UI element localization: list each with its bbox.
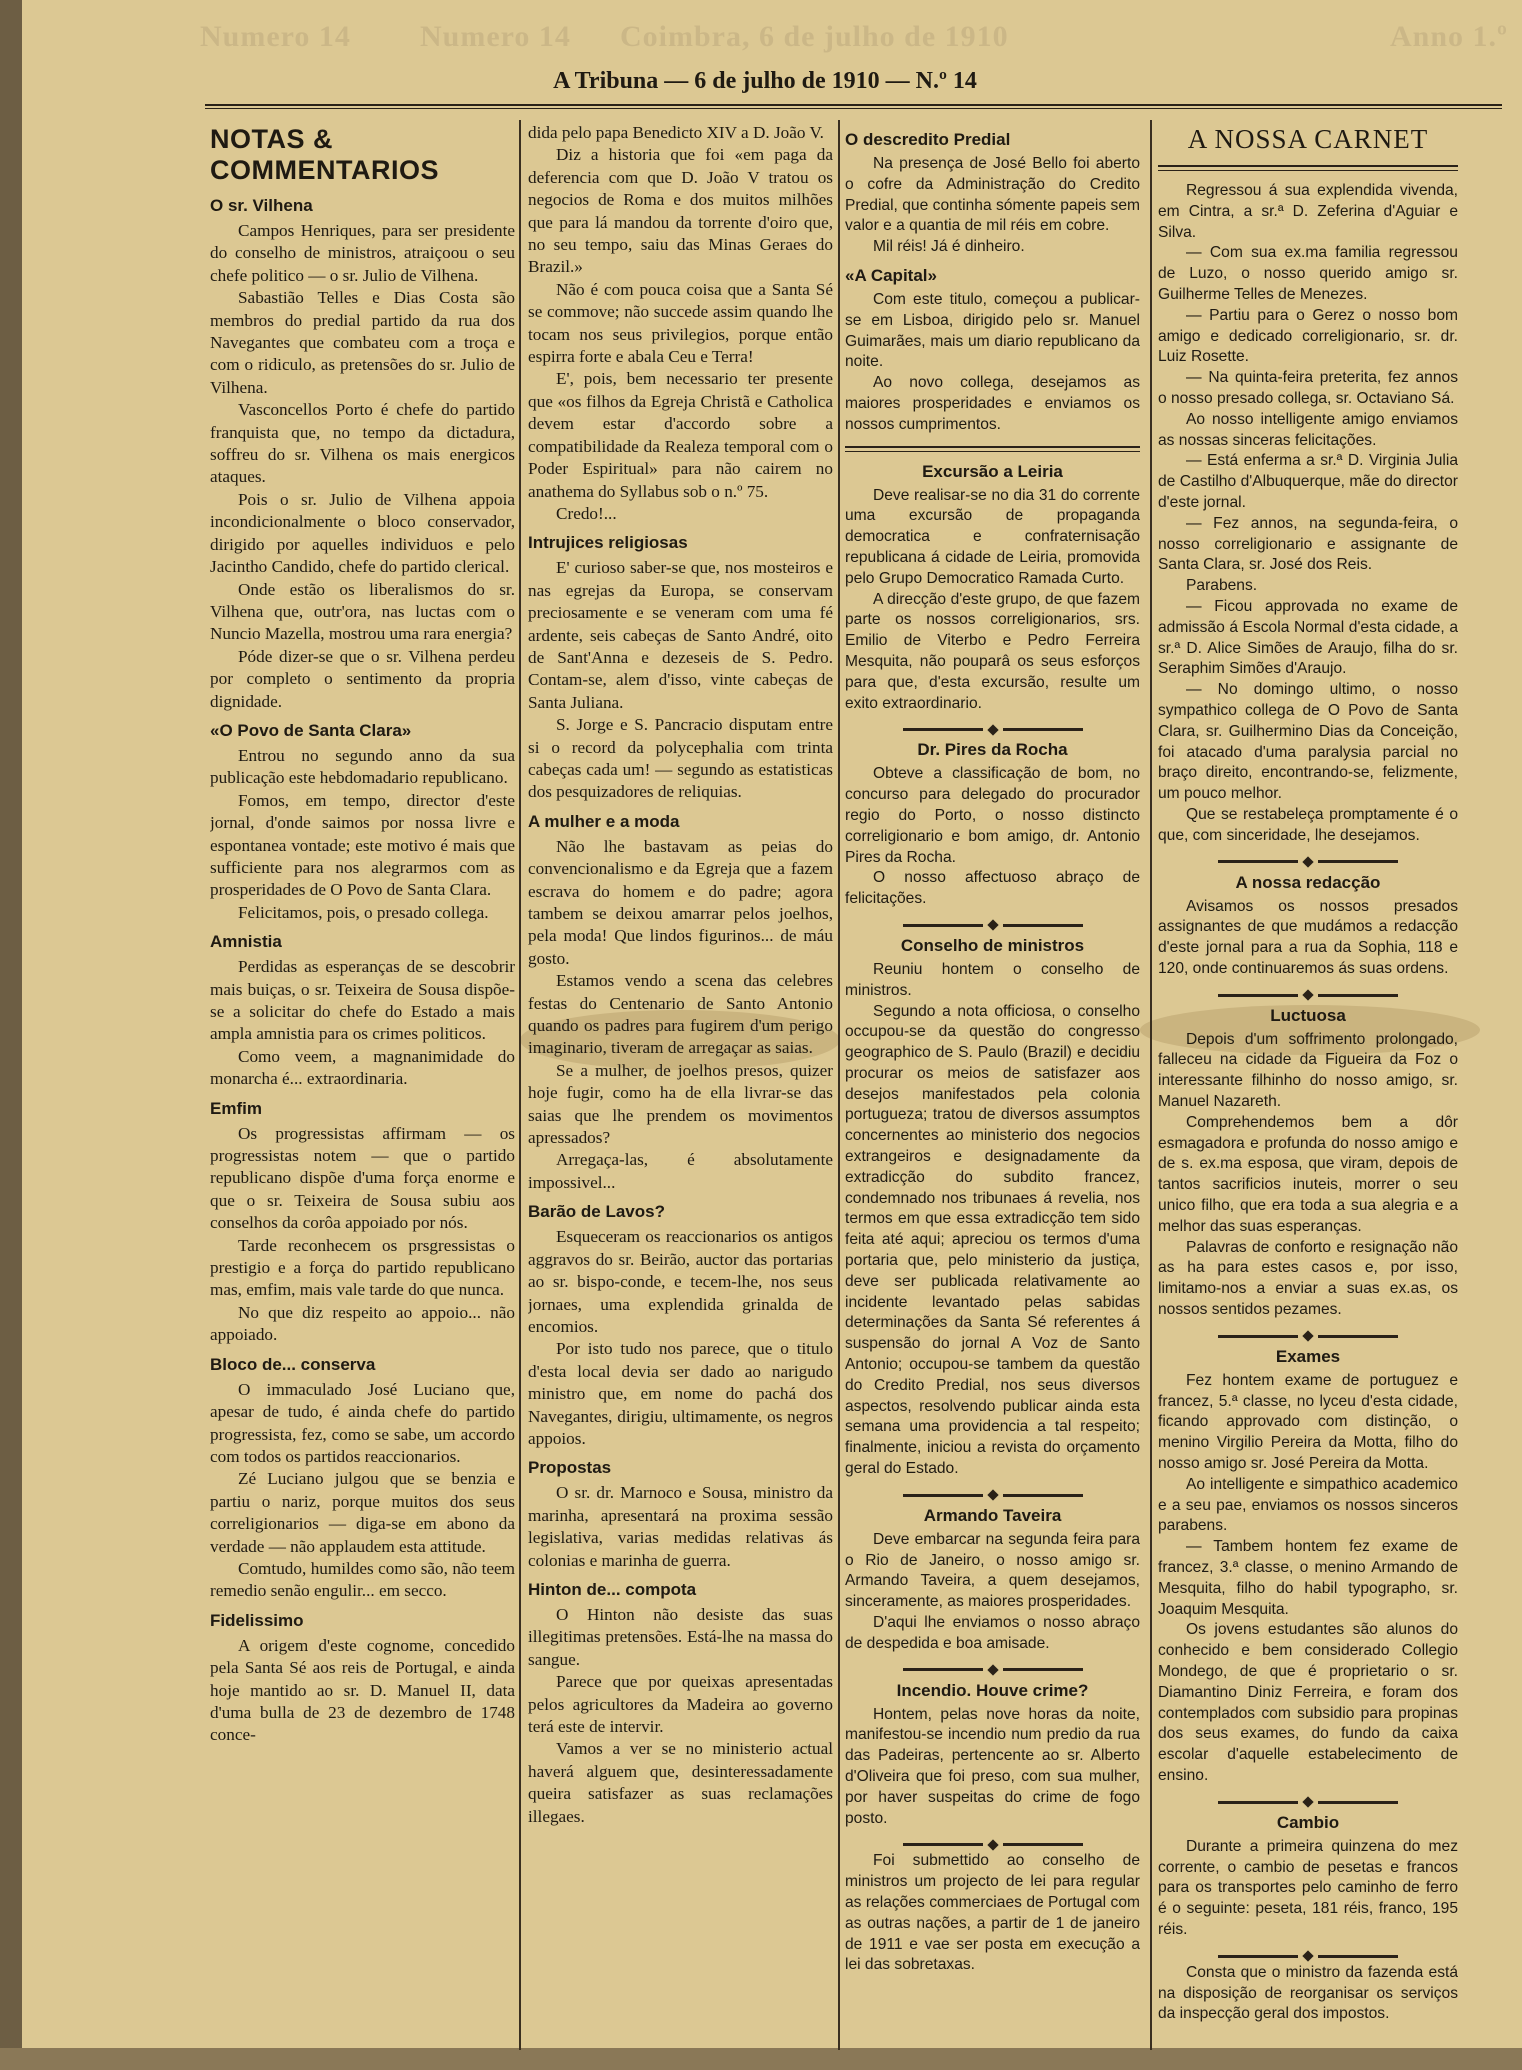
paragraph: Pois o sr. Julio de Vilhena appoia incondicionalmente o bloco conservador, dirigido por aquelles individuos e pelo Jacintho Candido, chefe do partido clerical. [210, 489, 515, 577]
paragraph: Felicitamos, pois, o presado collega. [238, 902, 489, 922]
paragraph: E', pois, bem necessario ter presente que «os filhos da Egreja Christã e Catholica devem estar d'accordo sobre a compatibilidade da Realeza temporal com o Poder Espiritual» para não cairem no anathema do Syllabus sob o n.º 75. [528, 369, 833, 501]
column-divider [1150, 120, 1152, 2050]
paragraph: E' curioso saber-se que, nos mosteiros e nas egrejas da Europa, se conservam preciosamente e se veneram com uma fé ardente, seis cabeças de Santo André, oito de Sant'Anna e dezeseis de S. Pedro. Contam-se, alem d'isso, vinte cabeças de Santa Juliana. [528, 558, 833, 712]
column-title: NOTAS & COMMENTARIOS [210, 124, 439, 185]
paragraph: No que diz respeito ao appoio... não appoiado. [210, 1302, 515, 1345]
paragraph: Ao nosso intelligente amigo enviamos as nossas sinceras felicitações. [1158, 410, 1458, 449]
bleed-through-text: Numero 14 [200, 20, 351, 53]
paragraph: — Ficou approvada no exame de admissão á Escola Normal d'esta cidade, a sr.ª D. Alice Simões de Araujo, filha do sr. Seraphim Simões d'Araujo. [1158, 597, 1458, 678]
section-heading: Luctuosa [1270, 1005, 1346, 1025]
paragraph: O immaculado José Luciano que, apesar de tudo, é ainda chefe do partido progressista, fez, como se sabe, um accordo com todos os partidos reaccionarios. [210, 1379, 515, 1466]
running-header [30, 62, 1500, 104]
column-divider [838, 120, 840, 2050]
paragraph: O nosso affectuoso abraço de felicitações. [845, 869, 1140, 908]
section-heading: Intrujices religiosas [528, 533, 688, 553]
ornament-divider [845, 1835, 1140, 1847]
section-heading: Bloco de... conserva [210, 1354, 376, 1374]
paragraph: Tarde reconhecem os prsgressistas o prestigio e a força do partido republicano mas, emfim, mais vale tarde do que nunca. [210, 1235, 515, 1300]
section-heading: Conselho de ministros [900, 935, 1085, 955]
paragraph: Por isto tudo nos parece, que o titulo d'esta local devia ser dado ao narigudo ministro que, em nome do pachá dos Navegantes, dirigiu, ultimamente, os negros appoios. [528, 1339, 833, 1448]
paragraph: Zé Luciano julgou que se benzia e partiu o nariz, porque muitos dos seus correligionarios — diga-se em abono da verdade — não applaudem esta attitude. [210, 1469, 515, 1556]
paragraph: D'aqui lhe enviamos o nosso abraço de despedida e boa amisade. [845, 1614, 1140, 1652]
section-heading: Dr. Pires da Rocha [917, 740, 1068, 760]
paragraph: Deve realisar-se no dia 31 do corrente uma excursão de propaganda democratica e confraternisação republicana á cidade de Leiria, promovida pelo Grupo Democratico Ramada Curto. [845, 486, 1140, 587]
section-heading: Armando Taveira [923, 1505, 1062, 1525]
column-1 [210, 122, 515, 2052]
paragraph: Estamos vendo a scena das celebres festas do Centenario de Santo Antonio quando os padres para fugirem d'um perigo imaginario, tiveram de arregaçar as saias. [528, 971, 833, 1058]
title-rule [1158, 165, 1458, 171]
paragraph: Se a mulher, de joelhos presos, quizer hoje fugir, como ha de ella livrar-se das saias que lhe prendem os movimentos apressados? [528, 1060, 833, 1148]
bleed-through-text: Numero 14 [420, 20, 571, 53]
section-heading: Incendio. Houve crime? [896, 1680, 1089, 1700]
paragraph: Parabens. [1186, 577, 1258, 595]
paragraph: Foi submettido ao conselho de ministros um projecto de lei para regular as relações commerciaes de Portugal com as outras nações, a partir de 1 de janeiro de 1911 e vae ser posta em execução a lei das sobretaxas. [845, 1852, 1140, 1974]
paragraph: dida pelo papa Benedicto XIV a D. João V. [528, 123, 824, 142]
ornament-divider [1158, 1327, 1458, 1339]
section-heading: Hinton de... compota [528, 1579, 697, 1599]
paragraph: Deve embarcar na segunda feira para o Rio de Janeiro, o nosso amigo sr. Armando Taveira, a quem desejamos, sinceramente, as maiores prosperidades. [845, 1530, 1140, 1611]
section-heading: Cambio [1276, 1812, 1340, 1832]
paragraph: Comprehendemos bem a dôr esmagadora e profunda do nosso amigo e de s. ex.ma esposa, que viram, depois de tantos sacrificios inuteis, morrer o seu unico filho, que era toda a sua alegria e a melhor das suas esperanças. [1158, 1113, 1458, 1235]
column-divider [519, 120, 521, 2050]
column-4 [1158, 122, 1458, 2052]
running-title: A Tribuna — 6 de julho de 1910 — N.º 14 [553, 68, 977, 94]
paragraph: Entrou no segundo anno da sua publicação este hebdomadario republicano. [210, 745, 515, 788]
paragraph: A direcção d'este grupo, de que fazem parte os nossos correligionarios, srs. Emilio de Viterbo e Pedro Ferreira Mesquita, não pouparâ os seus esforços para que, d'esta excursão, resulte um exito extraordinario. [845, 590, 1140, 712]
paragraph: — Na quinta-feira preterita, fez annos o nosso presado collega, sr. Octaviano Sá. [1158, 369, 1458, 407]
column-2 [528, 122, 833, 2052]
paragraph: Fomos, em tempo, director d'este jornal, d'onde saimos por nossa livre e espontanea vontade; este motivo é mais que sufficiente para nos alegrarmos com as prosperidades de O Povo de Santa Clara. [210, 790, 515, 900]
paragraph: Reuniu hontem o conselho de ministros. [845, 960, 1140, 999]
paragraph: — Fez annos, na segunda-feira, o nosso correligionario e assignante de Santa Clara, sr. José dos Reis. [1158, 514, 1458, 574]
bleed-through-text: Coimbra, 6 de julho de 1910 [620, 20, 1009, 53]
paragraph: Diz a historia que foi «em paga da deferencia com que D. João V tratou os negocios de Roma e dos muitos milhões que para lá mandou da torrente d'oiro que, no seu tempo, saiu das Minas Geraes do Brazil.» [528, 145, 833, 277]
paragraph: Vasconcellos Porto é chefe do partido franquista que, no tempo da dictadura, soffreu do sr. Vilhena os mais energicos ataques. [210, 400, 515, 487]
paragraph: Sabastião Telles e Dias Costa são membros do predial partido da rua dos Navegantes que combateu com a troça e com o ridiculo, as pretensões do sr. Julio de Vilhena. [210, 288, 515, 397]
paragraph: Perdidas as esperanças de se descobrir mais buiças, o sr. Teixeira de Sousa dispõe-se a solicitar do chefe do Estado a mais ampla amnistia para os crimes politicos. [210, 957, 515, 1044]
section-heading: Emfim [210, 1098, 262, 1118]
paragraph: Campos Henriques, para ser presidente do conselho de ministros, atraiçoou o seu chefe politico — o sr. Julio de Vilhena. [210, 221, 515, 285]
section-heading: Excursão a Leiria [922, 461, 1063, 481]
paragraph: Esqueceram os reaccionarios os antigos aggravos do sr. Beirão, auctor das portarias ao sr. bispo-conde, e tecem-lhe, nos seus jornaes, uma explendida grinalda de encomios. [528, 1227, 833, 1336]
section-heading: A mulher e a moda [528, 811, 680, 831]
section-heading: «A Capital» [845, 265, 937, 285]
section-heading: Propostas [528, 1458, 612, 1478]
paragraph: — No domingo ultimo, o nosso sympathico collega de O Povo de Santa Clara, sr. Guilhermino Dias da Conceição, foi atacado d'uma paralysia parcial no braço direito, encontrando-se, felizmente, um pouco melhor. [1158, 681, 1458, 803]
paragraph: — Está enferma a sr.ª D. Virginia Julia de Castilho d'Albuquerque, mãe do director d'este jornal. [1158, 452, 1458, 511]
paragraph: — Partiu para o Gerez o nosso bom amigo e dedicado correligionario, sr. dr. Luiz Rosette. [1158, 306, 1458, 366]
paragraph: S. Jorge e S. Pancracio disputam entre si o record da polycephalia com trinta cabeças cada um! — segundo as estatisticas dos pesquizadores de reliquias. [528, 715, 833, 802]
paragraph: Fez hontem exame de portuguez e francez, 5.ª classe, no lyceu d'esta cidade, ficando approvado com distinção, o menino Virgilio Pereira da Motta, filho do nosso amigo sr. José Pereira da Motta. [1158, 1371, 1458, 1473]
paragraph: Depois d'um soffrimento prolongado, falleceu na cidade da Figueira da Foz o interessante filhinho do nosso amigo, sr. Manuel Nazareth. [1158, 1030, 1458, 1111]
column-3 [845, 122, 1140, 2052]
ornament-divider [845, 1486, 1140, 1498]
ornament-divider [1158, 1793, 1458, 1805]
section-heading: O descredito Predial [845, 130, 1011, 149]
paragraph: Que se restabeleça promptamente é o que, com sinceridade, lhe desejamos. [1158, 805, 1458, 844]
paragraph: Vamos a ver se no ministerio actual haverá alguem que, desinteressadamente queira satisfazer as suas reclamações illegaes. [528, 1739, 833, 1826]
page-edge-shadow [0, 0, 22, 2070]
paragraph: Póde dizer-se que o sr. Vilhena perdeu por completo o sentimento da propria dignidade. [210, 646, 515, 711]
paragraph: — Tambem hontem fez exame de francez, 3.ª classe, o menino Armando de Mesquita, filho do habil typographo, sr. Joaquim Mesquita. [1158, 1538, 1458, 1618]
section-heading: «O Povo de Santa Clara» [210, 720, 412, 740]
paragraph: A origem d'este cognome, concedido pela Santa Sé aos reis de Portugal, e ainda hoje mantido ao sr. D. Manuel II, data d'uma bulla de 23 de dezembro de 1748 conce- [210, 1635, 515, 1745]
section-heading: O sr. Vilhena [210, 196, 313, 215]
paragraph: Não lhe bastavam as peias do convencionalismo e da Egreja que a fazem escrava do homem e do padre; agora tambem se deixou amarrar pelos joelhos, pela moda! Que lindos figurinos... de máu gosto. [528, 836, 833, 968]
paragraph: O sr. dr. Marnoco e Sousa, ministro da marinha, apresentará na proxima sessão legislativa, varias medidas relativas ás colonias e marinha de guerra. [528, 1483, 833, 1570]
paragraph: Os jovens estudantes são alunos do conhecido e bem considerado Collegio Mondego, de que é proprietario o sr. Diamantino Diniz Ferreira, e foram dos contemplados com subsidio para propinas dos seus exames, do fundo da caixa escolar d'aquelle estabelecimento de ensino. [1158, 1621, 1458, 1784]
paragraph: Hontem, pelas nove horas da noite, manifestou-se incendio num predio da rua das Padeiras, pertencente ao sr. Alberto d'Oliveira que foi preso, com sua mulher, por haver suspeitas do crime de fogo posto. [845, 1705, 1140, 1827]
paragraph: Segundo a nota officiosa, o conselho occupou-se da questão do congresso geographico de S. Paulo (Brazil) e decidiu procurar os meios de satisfazer aos desejos manifestados pela colonia portugueza; tratou de diversos assumptos concernentes ao ministerio dos negocios extrangeiros e designadamente da extradicção do subdito francez, condemnado nos tribunaes á revelia, nos termos em que essa extradicção tem sido feita até aqui; apreciou os termos d'uma portaria que, pelo ministerio da justiça, deve ser publicada relativamente ao incidente levantado pelas sabidas determinações da Santa Sé referentes á suspensão do jornal A Voz de Santo Antonio; occupou-se tambem da questão do Credito Predial, nos seus diversos aspectos, resolvendo publicar ainda esta semana uma providencia a tal respeito; finalmente, iniciou a revista do orçamento geral do Estado. [845, 1002, 1140, 1478]
paragraph: Mil réis! Já é dinheiro. [873, 238, 1025, 256]
paragraph: Como veem, a magnanimidade do monarcha é... extraordinaria. [210, 1046, 515, 1089]
section-divider-rule [845, 446, 1140, 452]
paragraph: Parece que por queixas apresentadas pelos agricultores da Madeira ao governo terá este de intervir. [528, 1672, 833, 1736]
header-rule-thin [205, 108, 1502, 109]
section-heading: Amnistia [210, 932, 282, 952]
paragraph: Os progressistas affirmam — os progressistas notem — que o partido republicano dispõe d'uma força enorme e que o sr. Teixeira de Sousa subiu aos conselhos da corôa appoiado por nós. [210, 1123, 515, 1233]
section-heading: Barão de Lavos? [528, 1202, 665, 1222]
paragraph: Durante a primeira quinzena do mez corrente, o cambio de pesetas e francos para os transportes pelo caminho de ferro é o seguinte: peseta, 181 réis, franco, 195 réis. [1158, 1837, 1458, 1938]
paragraph: Regressou á sua explendida vivenda, em Cintra, a sr.ª D. Zeferina d'Aguiar e Silva. [1158, 182, 1458, 241]
ornament-divider [1158, 1947, 1458, 1959]
ornament-divider [845, 1661, 1140, 1673]
paragraph: Palavras de conforto e resignação não as ha para estes casos e, por isso, limitamo-nos a enviar a suas ex.as, os nossos sentidos pezames. [1158, 1238, 1458, 1319]
section-heading: A nossa redacção [1235, 872, 1381, 892]
paragraph: Consta que o ministro da fazenda está na disposição de reorganisar os serviços da inspecção geral dos impostos. [1158, 1963, 1458, 2023]
paragraph: Não é com pouca coisa que a Santa Sé se commove; não succede assim quando lhe tocam nos seus privilegios, porque então espirra forte e abala Ceu e Terra! [528, 279, 833, 367]
section-heading: Exames [1275, 1346, 1341, 1366]
section-heading: Fidelissimo [210, 1610, 304, 1630]
paragraph: Obteve a classificação de bom, no concurso para delegado do procurador regio do Porto, o nosso distincto correligionario e bom amigo, dr. Antonio Pires da Rocha. [845, 765, 1140, 866]
paragraph: Na presença de José Bello foi aberto o cofre da Administração do Credito Predial, que continha sómente papeis sem valor e a quantia de mil réis em cobre. [845, 155, 1140, 235]
ornament-divider [1158, 986, 1458, 998]
paragraph: Avisamos os nossos presados assignantes de que mudámos a redacção d'este jornal para a rua da Sophia, 118 e 120, onde continuaremos ás suas ordens. [1158, 897, 1458, 977]
column-title: A NOSSA CARNET [1187, 124, 1429, 154]
paragraph: O Hinton não desiste das suas illegitimas pretensões. Está-lhe na massa do sangue. [528, 1604, 833, 1669]
paragraph: Arregaça-las, é absolutamente impossivel... [528, 1150, 833, 1192]
paragraph: Onde estão os liberalismos do sr. Vilhena que, outr'ora, nas luctas com o Nuncio Mazella, mostrou uma rara energia? [210, 579, 515, 644]
paragraph: — Com sua ex.ma familia regressou de Luzo, o nosso querido amigo sr. Guilherme Telles de Menezes. [1158, 244, 1458, 303]
paragraph: Comtudo, humildes como são, não teem remedio senão engulir... em secco. [210, 1558, 515, 1601]
ornament-divider [845, 916, 1140, 928]
header-rule [205, 104, 1502, 106]
ornament-divider [845, 720, 1140, 732]
paragraph: Credo!... [556, 503, 617, 523]
paragraph: Ao intelligente e simpathico academico e a seu pae, enviamos os nossos sinceros parabens. [1158, 1475, 1458, 1535]
paragraph: Com este titulo, começou a publicar-se em Lisboa, dirigido pelo sr. Manuel Guimarães, mais um diario republicano da noite. [845, 290, 1140, 371]
bleed-through-text: Anno 1.º [1390, 20, 1508, 53]
paragraph: Ao novo collega, desejamos as maiores prosperidades e enviamos os nossos cumprimentos. [845, 374, 1140, 433]
ornament-divider [1158, 853, 1458, 865]
